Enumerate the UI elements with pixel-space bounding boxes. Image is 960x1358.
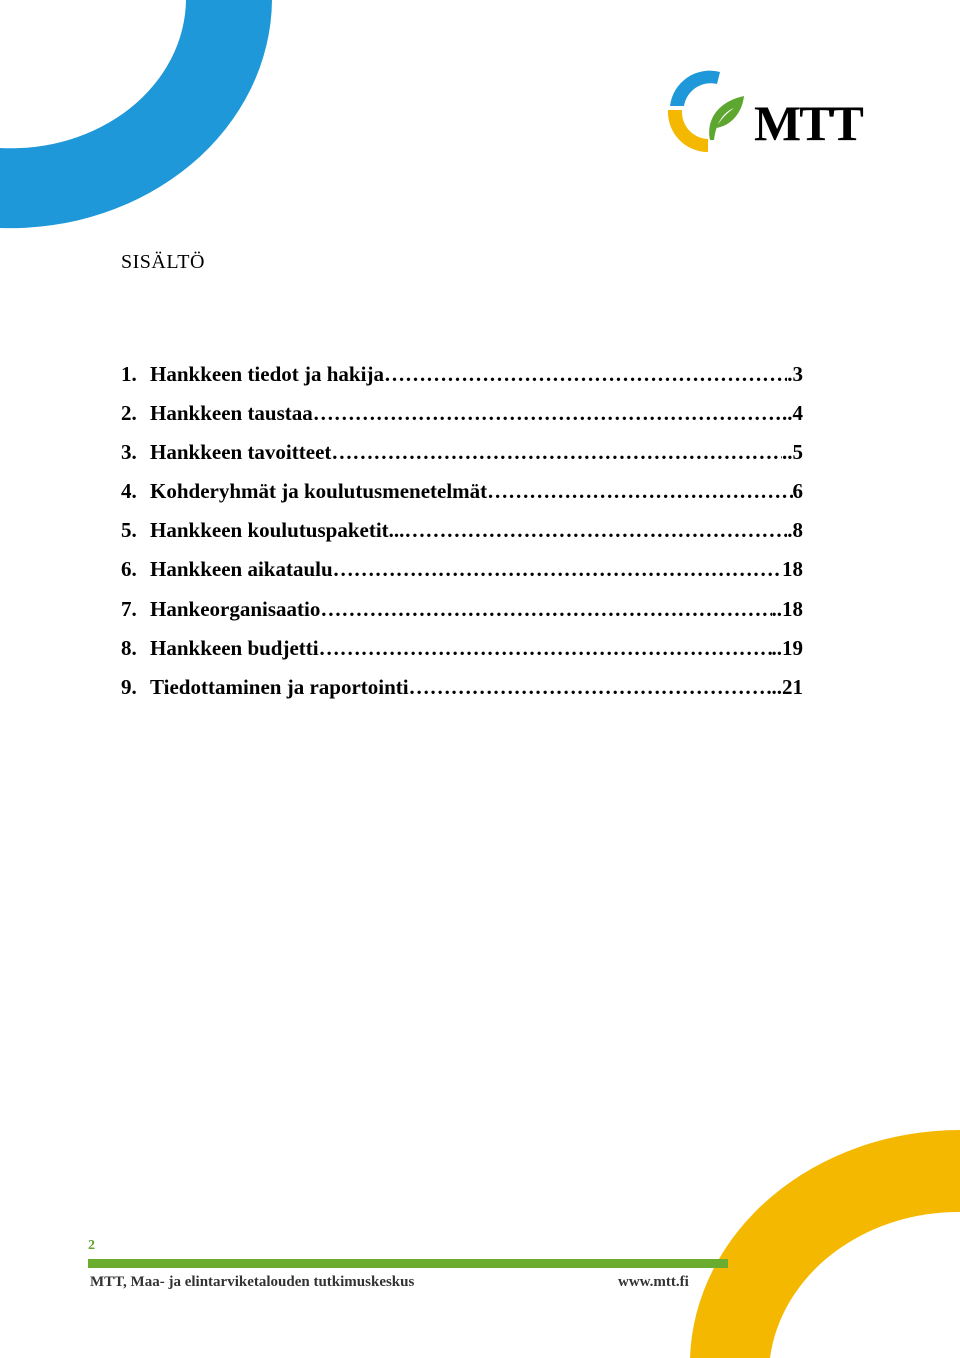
toc-entry[interactable] [121,675,803,714]
toc-entry-title: Hankkeen tavoitteet [150,440,332,465]
toc-entry[interactable] [121,636,803,675]
mtt-logo-icon [662,66,752,158]
toc-entry[interactable] [121,401,803,440]
toc-entry[interactable] [121,597,803,636]
toc-entry-page: ..19 [771,635,803,660]
toc-dot-leader [384,362,787,387]
toc-entry-title: Hankkeen tiedot ja hakija [150,362,384,386]
table-of-contents [121,362,803,714]
toc-entry-number: 7. [121,596,137,621]
toc-entry-page: .8 [787,518,803,543]
toc-entry[interactable] [121,518,803,557]
toc-entry-page: 6 [792,479,803,504]
toc-entry[interactable] [121,557,803,596]
toc-entry-page: ..5 [782,440,803,465]
toc-entry-title: Hankkeen aikataulu [150,557,333,582]
footer-organization: MTT, Maa- ja elintarviketalouden tutkimuskeskus [90,1274,415,1290]
toc-dot-leader [331,440,782,465]
toc-dot-leader [319,636,772,661]
toc-dot-leader [313,401,782,426]
toc-entry-number: 5. [121,518,137,543]
toc-entry-page: ..18 [771,596,803,621]
toc-entry-number: 9. [121,674,137,699]
toc-entry-title: Hankkeen koulutuspaketit... [150,518,405,543]
toc-entry-page: 18 [782,557,803,582]
toc-entry-title: Hankeorganisaatio [150,596,321,621]
footer-website-link[interactable]: www.mtt.fi [618,1274,689,1290]
toc-entry-title: Hankkeen budjetti [150,635,319,660]
toc-entry-title: Hankkeen taustaa [150,401,313,426]
toc-dot-leader [404,518,787,543]
toc-entry-number: 3. [121,440,137,465]
footer-divider [88,1259,728,1268]
mtt-logo-text: MTT [754,95,862,151]
yellow-arc-decoration [690,1130,960,1358]
toc-entry-number: 2. [121,401,137,426]
page-title: SISÄLTÖ [121,251,205,273]
toc-entry-page: ..21 [771,674,803,699]
toc-entry[interactable] [121,362,803,401]
toc-dot-leader [487,479,792,504]
blue-arc-decoration [0,0,272,228]
toc-entry[interactable] [121,440,803,479]
page-number: 2 [88,1238,95,1253]
toc-dot-leader [320,597,771,622]
toc-entry-number: 1. [121,362,137,386]
toc-entry[interactable] [121,479,803,518]
toc-entry-number: 8. [121,635,137,660]
toc-dot-leader [409,675,772,700]
toc-entry-number: 6. [121,557,137,582]
toc-dot-leader [333,557,782,582]
toc-entry-title: Tiedottaminen ja raportointi [150,674,409,699]
mtt-logo [662,66,862,158]
toc-entry-page: .3 [787,362,803,386]
toc-entry-title: Kohderyhmät ja koulutusmenetelmät [150,479,488,504]
toc-entry-page: ..4 [782,401,803,426]
toc-entry-number: 4. [121,479,137,504]
